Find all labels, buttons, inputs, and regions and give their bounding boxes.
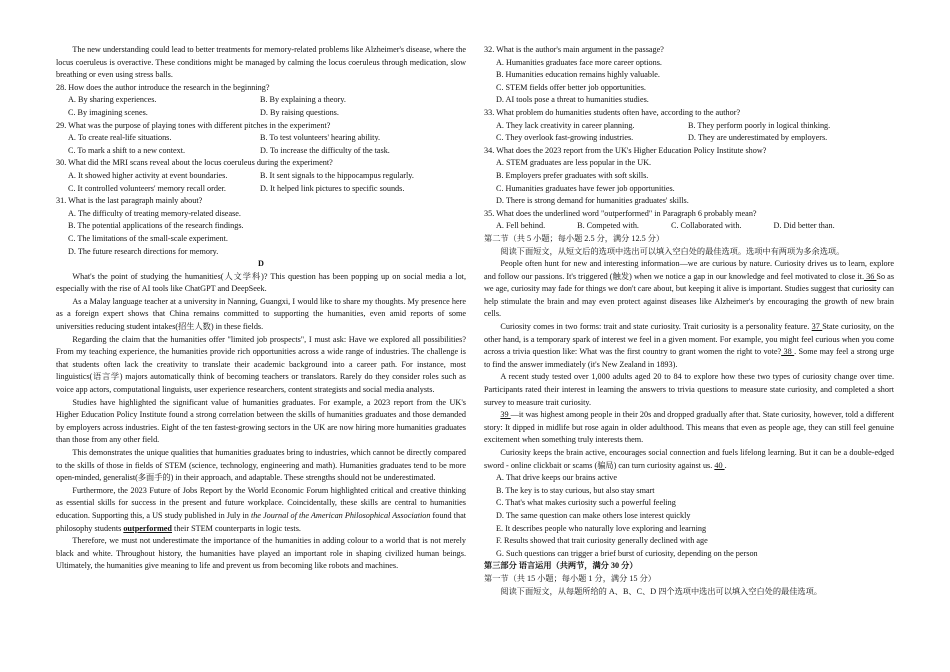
option-b: B. It sent signals to the hippocampus regularly. [260,170,414,180]
question-30 [56,157,466,195]
section-d-heading: D [258,259,264,269]
question-stem: 29. What was the purpose of playing tones with different pitches in the experiment? [56,120,331,130]
option-d: D. They are underestimated by employers. [688,133,828,143]
question-stem: 34. What does the 2023 report from the UK's Higher Education Policy Institute show? [484,145,767,155]
cloze-option: F. Results showed that trait curiosity generally declined with age [496,536,708,546]
blank-38[interactable]: 38 [781,347,795,357]
option-b: B. They perform poorly in logical thinking. [688,120,831,130]
question-stem: 28. How does the author introduce the research in the beginning? [56,82,270,92]
option-a: A. STEM graduates are less popular in the UK. [496,158,652,168]
option-b: B. By explaining a theory. [260,95,346,105]
option-b: B. To test volunteers' hearing ability. [260,133,381,143]
cloze-option: D. The same question can make others lose interest quickly [496,510,691,520]
passage-d-paragraph-5: This demonstrates the unique qualities that humanities graduates bring to industries, which cannot be directly compared to the skills of those in fields of STEM (science, technology, engineering and math). Humanities graduates tend to be more open-minded, generalist(多面手的) in their approach, and adaptable. These strengths should not be underestimated. [56,448,466,483]
option-a: A. To create real-life situations. [68,133,172,143]
cloze-paragraph-2: Curiosity comes in two forms: trait and state curiosity. Trait curiosity is a personality feature. 37 State curiosity, on the other hand, is a temporary spark of interest we feel in a given moment. For example, you might feel curious when you come across a trivia question like: What was the first country to grant women the right to vote? 38 . Some may feel a strong urge to find the answer immediately (it's New Zealand in 1893). [484,322,895,369]
option-a: A. By sharing experiences. [68,95,157,105]
option-a: A. Humanities graduates face more career options. [496,57,662,67]
cloze-option: E. It describes people who naturally love exploring and learning [496,523,707,533]
option-b: B. Humanities education remains highly valuable. [496,70,660,80]
cloze-paragraph-1: People often hunt for new and interesting information—we are curious by nature. Curiosity drives us to learn, explore and follow our passions. It's triggered (触发) when we notice a gap in our knowledge and feel motivated to close it. 36 So as we age, curiosity may fade for things we don't care about, but keeping it alive is important. Studies suggest that curiosity can help stimulate the brain and may even protect against diseases like Alzheimer's by encouraging the growth of new brain cells. [484,259,895,319]
cloze-option: G. Such questions can trigger a brief burst of curiosity, depending on the person [496,548,758,558]
option-d: D. There is strong demand for humanities graduates' skills. [496,196,689,206]
option-a: A. The difficulty of treating memory-related disease. [68,208,241,218]
blank-37[interactable]: 37 [811,322,823,332]
underlined-word: outperformed [123,523,172,533]
question-stem: 30. What did the MRI scans reveal about the locus coeruleus during the experiment? [56,158,333,168]
option-b: B. Employers prefer graduates with soft skills. [496,170,649,180]
option-d: D. To increase the difficulty of the task. [260,145,390,155]
option-b: B. The potential applications of the research findings. [68,221,244,231]
section-2-heading: 第二节（共 5 小题；每小题 2.5 分，满分 12.5 分） [484,233,665,243]
right-column [484,44,894,598]
question-32 [484,44,894,107]
option-c: C. Collaborated with. [670,221,742,231]
option-d: D. By raising questions. [260,107,339,117]
option-c: C. By imagining scenes. [68,107,148,117]
blank-40[interactable]: 40 [714,460,725,470]
question-stem: 35. What does the underlined word "outperformed" in Paragraph 6 probably mean? [484,208,757,218]
option-c: C. STEM fields offer better job opportunities. [496,82,646,92]
option-c: C. Humanities graduates have fewer job opportunities. [496,183,675,193]
question-31 [56,195,466,258]
cloze-options [484,472,894,560]
part-3-instructions: 阅读下面短文，从每题所给的 A、B、C、D 四个选项中选出可以填入空白处的最佳选项。 [500,586,822,596]
passage-d-paragraph-6: Furthermore, the 2023 Future of Jobs Report by the World Economic Forum highlighted critical and creative thinking as essential skills for success in the present and future workplace. Coincidentally, these skills are central to humanities education. Supporting this, a US study published in July in the Journal of the American Philosophical Association found that philosophy students outperformed their STEM counterparts in logic tests. [56,485,466,533]
option-b: B. Competed with. [577,221,639,231]
passage-d-paragraph-4: Studies have highlighted the significant value of humanities graduates. For example, a 2023 report from the UK's Higher Education Policy Institute found a strong correlation between the skills of humanities graduates and those demanded by employers across industries. Eight of the ten fastest-growing sectors in the UK are now hiring more humanities graduates than those from any other field. [56,397,466,445]
question-34 [484,145,894,208]
journal-title: the Journal of the American Philosophical Association [250,510,431,520]
passage-d-paragraph-3: Regarding the claim that the humanities offer "limited job prospects", I must ask: Have we explored all possibilities? From my teaching experience, the humanities provide rich opportunities across a wide range of industries. The challenge is that students often lack the creativity to translate their academic background into a career path. For instance, most linguistics(语言学) majors automatically think of becoming teachers or translators. Rarely do they consider roles such as voice app actors, computational linguists, user experience researchers, content strategists and social media analysts. [56,334,466,395]
option-d: D. Did better than. [773,221,835,231]
passage-d-paragraph-2: As a Malay language teacher at a university in Nanning, Guangxi, I would like to share my thoughts. My presence here as a foreign expert shows that China remains committed to supporting the humanities, even amid reports of some universities reducing student intakes(招生人数) in these fields. [56,296,466,332]
passage-d-paragraph-1: What's the point of studying the humanities(人文学科)? This question has been popping up on social media a lot, especially with the rise of AI tools like ChatGPT and DeepSeek. [56,271,466,294]
blank-36[interactable]: 36 [864,271,877,281]
part-3-heading: 第三部分 语言运用（共两节，满分 30 分） [484,561,638,571]
question-35 [484,208,894,233]
option-c: C. They overlook fast-growing industries. [496,133,634,143]
passage-c-ending: The new understanding could lead to better treatments for memory-related problems like Alzheimer's disease, where the locus coeruleus is overactive. These conditions might be managed by calming the locus coeruleus through medication, slow breathing or even using stress balls. [56,45,466,80]
option-d: D. It helped link pictures to specific sounds. [260,183,405,193]
passage-d-paragraph-7: Therefore, we must not underestimate the importance of the humanities in adding colour to a world that is not merely black and white. Throughout history, the humanities have played an important role in shaping civilized human beings. Ultimately, the humanities give meaning to life and prevent us from becoming like robots and machines. [56,536,466,571]
option-a: A. They lack creativity in career planning. [496,120,635,130]
question-stem: 31. What is the last paragraph mainly about? [56,196,203,206]
option-c: C. It controlled volunteers' memory recall order. [68,183,226,193]
question-stem: 33. What problem do humanities students often have, according to the author? [484,107,741,117]
question-stem: 32. What is the author's main argument in the passage? [484,45,664,54]
option-c: C. To mark a shift to a new context. [68,145,186,155]
cloze-option: A. That drive keeps our brains active [496,473,618,483]
question-33 [484,107,894,145]
option-c: C. The limitations of the small-scale experiment. [68,233,228,243]
section-2-instructions: 阅读下面短文，从短文后的选项中选出可以填入空白处的最佳选项。选项中有两项为多余选项。 [500,246,845,256]
cloze-option: B. The key is to stay curious, but also stay smart [496,485,655,495]
option-a: A. Fell behind. [496,221,546,231]
left-column [56,44,466,573]
blank-39[interactable]: 39 [500,410,511,420]
cloze-paragraph-5: Curiosity keeps the brain active, encourages social connection and fuels lifelong learning. But it can be a double-edged sword - online clickbait or scams (骗局) can turn curiosity against us. 40 . [484,448,894,470]
question-29 [56,120,466,158]
cloze-paragraph-4: 39 —it was highest among people in their 20s and dropped gradually after that. State curiosity, however, told a different story: It dipped in midlife but rose again in older adulthood. This means that even as people age, they can still feel genuine excitement when something truly interests them. [484,410,895,445]
option-d: D. The future research directions for memory. [68,246,219,256]
cloze-paragraph-3: A recent study tested over 1,000 adults aged 20 to 84 to explore how these two types of curiosity change over time. Participants rated their interest in learning the answers to trivia questions to measure state curiosity, and completed a short survey to measure trait curiosity. [484,372,894,407]
part-3-section-1-heading: 第一节（共 15 小题；每小题 1 分，满分 15 分） [484,573,656,583]
cloze-option: C. That's what makes curiosity such a powerful feeling [496,498,676,508]
option-a: A. It showed higher activity at event boundaries. [68,170,228,180]
question-28 [56,82,466,120]
option-d: D. AI tools pose a threat to humanities studies. [496,95,649,105]
